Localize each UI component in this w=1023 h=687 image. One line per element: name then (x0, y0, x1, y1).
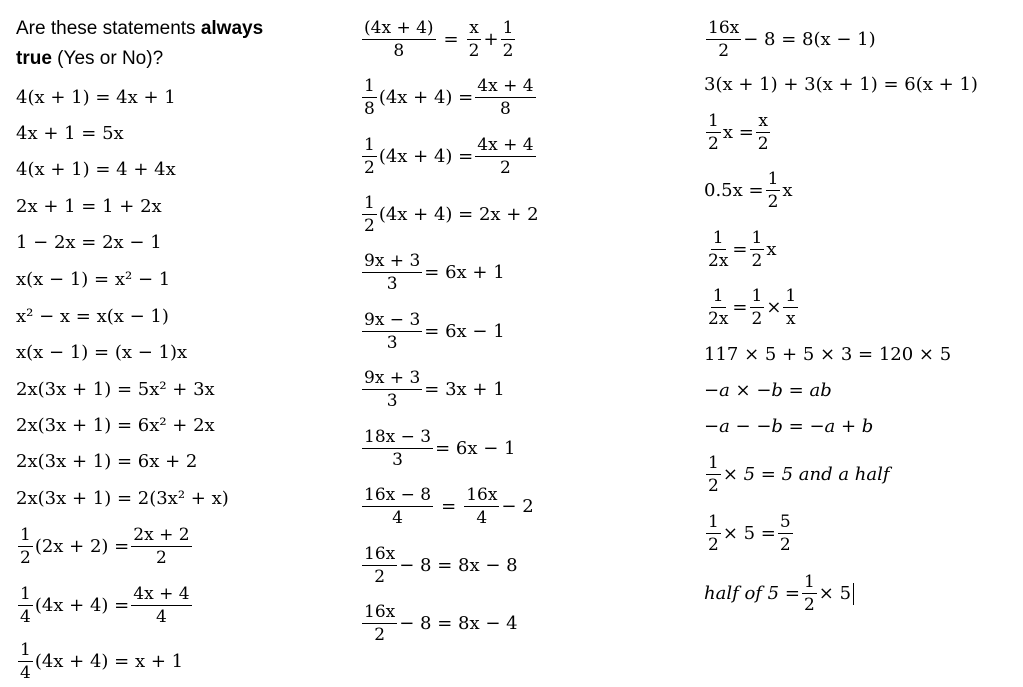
equation-text: (4x + 4) = (34, 595, 130, 616)
numerator: 1 (785, 286, 797, 306)
equation (16, 308, 169, 326)
equation-text: 2x(3x + 1) = 6x² + 2x (16, 415, 215, 436)
equation (16, 586, 194, 626)
equation-text: − 8 = 8(x − 1) (743, 29, 876, 50)
equation (360, 195, 539, 235)
denominator: 8 (364, 99, 375, 119)
equation-text: × 5 = 5 and a half (722, 464, 890, 485)
fraction (362, 487, 433, 527)
fraction (501, 20, 516, 60)
equation-text: (4x + 4) = (378, 146, 474, 167)
equation (16, 344, 187, 362)
fraction (362, 312, 422, 352)
equals-sign: = (732, 297, 748, 318)
heading-text: Are these statements (16, 18, 201, 39)
equation-text: × 5 (818, 583, 852, 604)
equation (704, 171, 793, 211)
equation (360, 253, 505, 293)
equation-text: 4(x + 1) = 4x + 1 (16, 87, 176, 108)
fraction (750, 288, 765, 328)
equation (16, 642, 183, 682)
equation (704, 418, 873, 436)
equation-text: half of 5 = (704, 583, 800, 604)
fraction (18, 642, 33, 682)
equation (16, 125, 124, 143)
denominator: 8 (499, 99, 511, 119)
equation (360, 604, 518, 644)
times-sign: × (766, 297, 782, 318)
denominator: 3 (386, 333, 398, 353)
equation (16, 527, 194, 567)
numerator: 1 (712, 286, 724, 306)
fraction (706, 113, 721, 153)
equation-text: − 8 = 8x − 4 (399, 613, 518, 634)
equation (704, 230, 776, 270)
denominator: 2 (718, 41, 730, 61)
numerator: 9x + 3 (364, 251, 421, 271)
equation-text: x(x − 1) = x² − 1 (16, 269, 171, 290)
denominator: 2 (499, 158, 511, 178)
equation (360, 370, 505, 410)
numerator: 16x (364, 602, 396, 622)
fraction (706, 455, 721, 495)
equation (360, 137, 538, 177)
numerator: 1 (364, 76, 375, 96)
numerator: 9x + 3 (364, 368, 421, 388)
fraction (131, 527, 191, 567)
fraction (802, 574, 817, 614)
equation-text: (4x + 4) = x + 1 (34, 651, 184, 672)
plus-sign: + (483, 29, 499, 50)
equation-text: −a × −b = ab (704, 380, 832, 401)
numerator: 1 (502, 18, 514, 38)
equation-text: − 2 (501, 496, 534, 517)
equation (16, 381, 215, 399)
fraction (706, 230, 730, 270)
fraction (783, 288, 798, 328)
equation (704, 514, 795, 554)
denominator: x (786, 309, 796, 329)
denominator: 2 (502, 41, 514, 61)
equals-sign: = (441, 496, 457, 517)
fraction (362, 604, 397, 644)
equation (360, 78, 538, 118)
numerator: 9x − 3 (364, 310, 421, 330)
equation-text: 4x + 1 = 5x (16, 123, 124, 144)
numerator: 1 (708, 453, 719, 473)
equation (704, 574, 854, 614)
denominator: 2x (708, 251, 729, 271)
fraction (475, 78, 535, 118)
equation-text: 3(x + 1) + 3(x + 1) = 6(x + 1) (704, 74, 978, 95)
numerator: 1 (20, 525, 31, 545)
numerator: 1 (364, 193, 375, 213)
equation-text: 0.5x = (704, 180, 764, 201)
fraction (756, 113, 771, 153)
denominator: 2 (374, 567, 386, 587)
denominator: 3 (392, 450, 403, 470)
fraction (475, 137, 535, 177)
fraction (362, 195, 377, 235)
equation-text: 2x(3x + 1) = 6x + 2 (16, 451, 198, 472)
fraction (706, 514, 721, 554)
equals-sign: = (443, 29, 459, 50)
denominator: 2 (364, 216, 375, 236)
equation-text: × 5 = (722, 523, 776, 544)
numerator: 1 (751, 228, 763, 248)
denominator: 2 (708, 535, 719, 555)
fraction (362, 137, 377, 177)
numerator: 16x − 8 (364, 485, 432, 505)
equation-text: 4(x + 1) = 4 + 4x (16, 159, 176, 180)
fraction (766, 171, 781, 211)
equation (16, 271, 170, 289)
fraction (362, 78, 377, 118)
numerator: 1 (751, 286, 763, 306)
denominator: 3 (386, 274, 398, 294)
numerator: 1 (708, 111, 719, 131)
fraction (131, 586, 191, 626)
equation (16, 234, 162, 252)
denominator: 2 (751, 309, 763, 329)
denominator: 2 (468, 41, 480, 61)
denominator: 2 (708, 134, 719, 154)
equation-text: x(x − 1) = (x − 1)x (16, 342, 188, 363)
numerator: 1 (20, 640, 31, 660)
numerator: 1 (708, 512, 719, 532)
equation-text: = 6x − 1 (435, 438, 516, 459)
denominator: 2 (708, 476, 719, 496)
denominator: 2 (374, 625, 386, 645)
numerator: 1 (364, 135, 375, 155)
equation (704, 455, 890, 495)
equation (704, 113, 773, 153)
equation (16, 89, 176, 107)
denominator: 2 (751, 251, 763, 271)
denominator: 4 (476, 508, 488, 528)
equation-text: (2x + 2) = (34, 536, 130, 557)
equation-text: = 3x + 1 (424, 379, 505, 400)
fraction (18, 586, 33, 626)
equation (16, 490, 229, 508)
equation (16, 198, 162, 216)
fraction (706, 288, 730, 328)
denominator: 4 (20, 663, 31, 683)
heading-bold-true: true (16, 48, 52, 69)
fraction (706, 20, 741, 60)
denominator: 2 (757, 134, 769, 154)
fraction (362, 253, 422, 293)
numerator: 16x (364, 544, 396, 564)
fraction (778, 514, 793, 554)
equation-text: 1 − 2x = 2x − 1 (16, 232, 162, 253)
denominator: 8 (393, 41, 405, 61)
numerator: 4x + 4 (477, 76, 534, 96)
fraction (362, 20, 436, 60)
equation (360, 312, 505, 352)
numerator: 16x (466, 485, 498, 505)
equation (16, 453, 197, 471)
equation (16, 161, 176, 179)
denominator: 2x (708, 309, 729, 329)
denominator: 2 (767, 192, 779, 212)
numerator: 1 (803, 572, 815, 592)
equation-text: = 6x − 1 (424, 321, 505, 342)
equation-text: x (782, 180, 793, 201)
denominator: 4 (20, 607, 31, 627)
equation (16, 417, 215, 435)
equation-text: (4x + 4) = 2x + 2 (378, 204, 539, 225)
equation-text: − 8 = 8x − 8 (399, 555, 518, 576)
numerator: x (758, 111, 768, 131)
fraction (467, 20, 482, 60)
equation-text: (4x + 4) = (378, 87, 474, 108)
numerator: 18x − 3 (364, 427, 432, 447)
denominator: 2 (779, 535, 791, 555)
equals-sign: = (732, 239, 748, 260)
numerator: 16x (708, 18, 740, 38)
equation (704, 76, 978, 94)
denominator: 4 (392, 508, 403, 528)
numerator: 2x + 2 (133, 525, 190, 545)
equation (360, 487, 534, 527)
denominator: 2 (803, 595, 815, 615)
denominator: 3 (386, 391, 398, 411)
equation (704, 288, 800, 328)
fraction (362, 429, 433, 469)
numerator: 5 (779, 512, 791, 532)
equation (360, 546, 518, 586)
numerator: (4x + 4) (364, 18, 434, 38)
fraction (18, 527, 33, 567)
numerator: 4x + 4 (133, 584, 190, 604)
numerator: 1 (767, 169, 779, 189)
denominator: 2 (364, 158, 375, 178)
equation (704, 382, 832, 400)
equation-text: −a − −b = −a + b (704, 416, 874, 437)
equation-text: 2x(3x + 1) = 5x² + 3x (16, 379, 215, 400)
text-cursor (853, 583, 854, 605)
numerator: 4x + 4 (477, 135, 534, 155)
equation-text: x (766, 239, 777, 260)
instruction-heading (16, 14, 316, 74)
numerator: 1 (712, 228, 724, 248)
heading-bold-always: always (200, 18, 264, 39)
equation (704, 346, 951, 364)
equation (360, 429, 515, 469)
equation-text: x = (722, 122, 754, 143)
equation-text: 2x + 1 = 1 + 2x (16, 196, 162, 217)
heading-text-yes-no: (Yes or No)? (51, 48, 164, 69)
equation-text: 2x(3x + 1) = 2(3x² + x) (16, 488, 229, 509)
equation (704, 20, 876, 60)
equation-text: = 6x + 1 (424, 262, 505, 283)
denominator: 2 (20, 548, 31, 568)
denominator: 2 (155, 548, 167, 568)
numerator: x (469, 18, 479, 38)
fraction (464, 487, 499, 527)
numerator: 1 (20, 584, 31, 604)
fraction (362, 370, 422, 410)
fraction (362, 546, 397, 586)
fraction (750, 230, 765, 270)
equation-text: x² − x = x(x − 1) (16, 306, 169, 327)
equation-text: 117 × 5 + 5 × 3 = 120 × 5 (704, 344, 952, 365)
equation (360, 20, 517, 60)
denominator: 4 (155, 607, 167, 627)
